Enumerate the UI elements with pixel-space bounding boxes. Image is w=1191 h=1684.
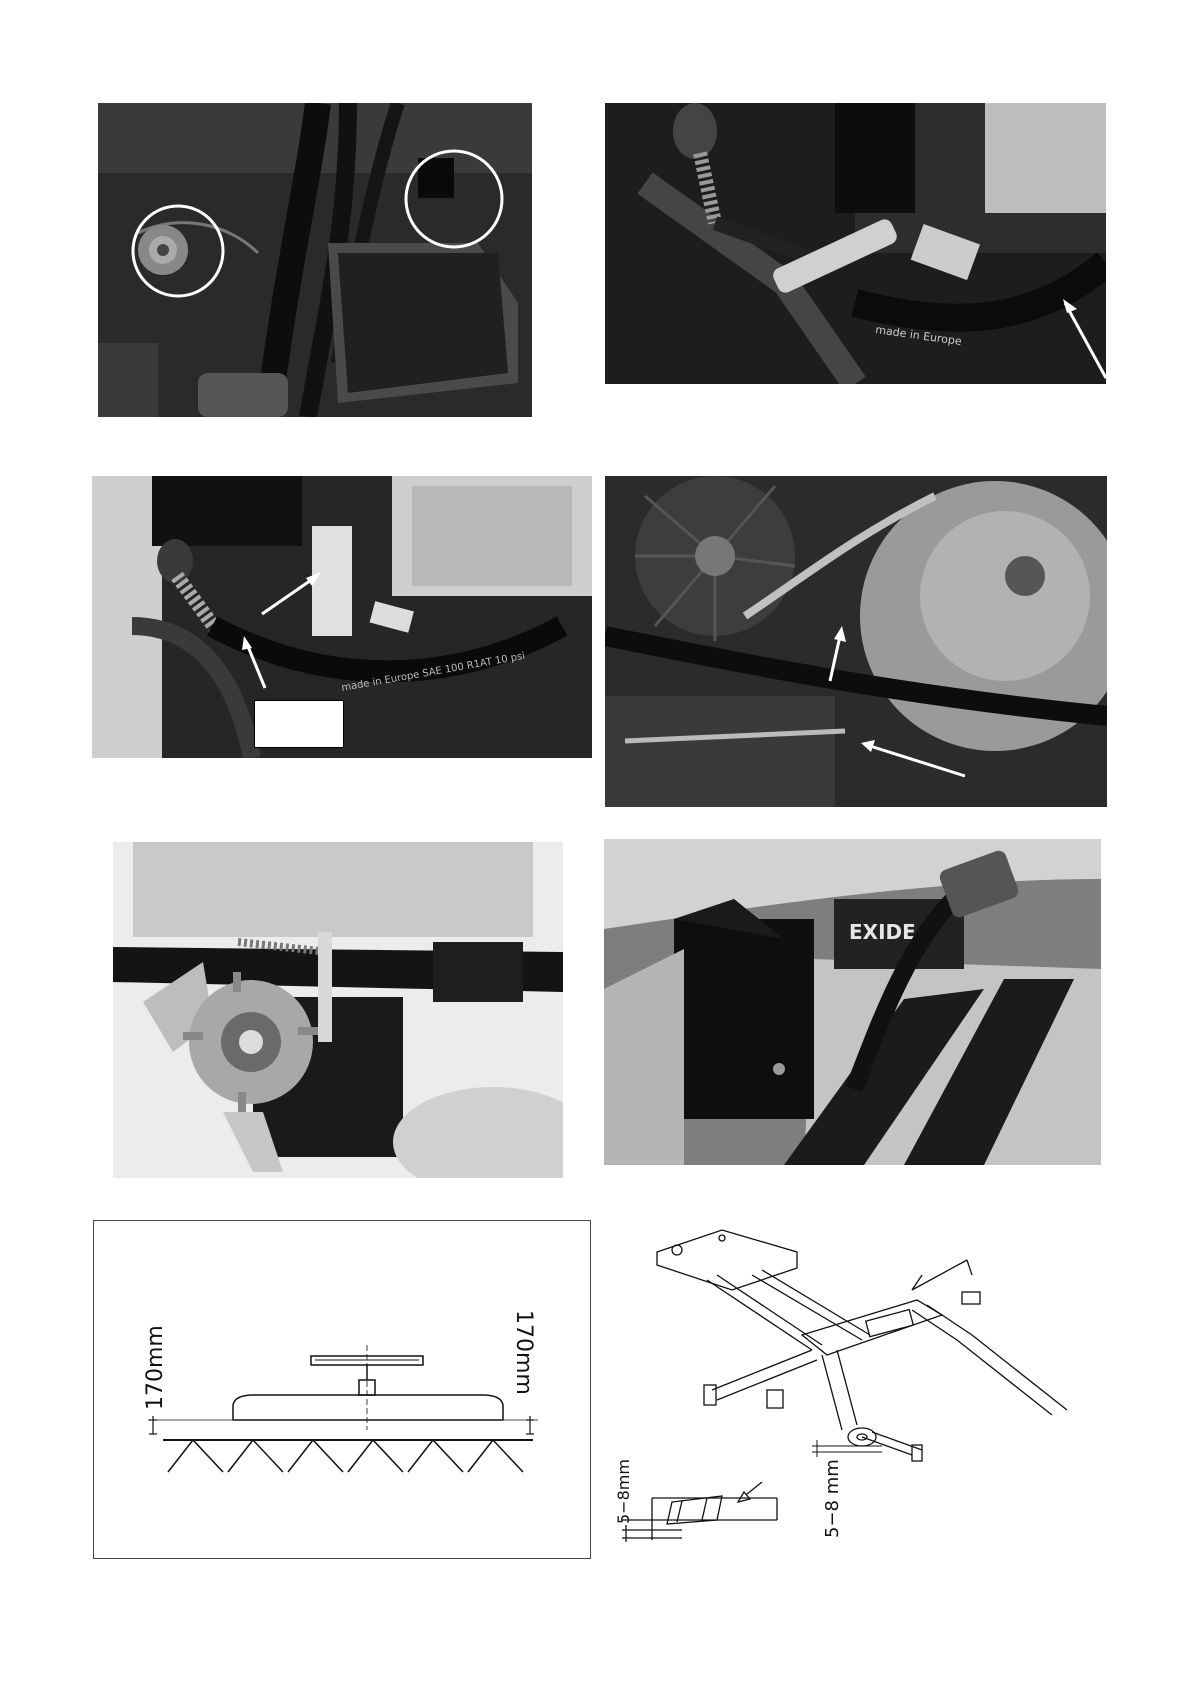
- battery-brand: EXIDE: [849, 920, 916, 944]
- frame-vertical-dim: 5−8 mm: [822, 1459, 843, 1538]
- photo-brake-lever: [605, 103, 1106, 384]
- photo-wiring-connectors: [98, 103, 532, 417]
- left-height-dim: 170mm: [143, 1325, 168, 1410]
- hose-imprint: made in Europe: [874, 323, 963, 349]
- diagram-frame-belt: [612, 1220, 1092, 1560]
- diagram-deck-height: [93, 1220, 591, 1559]
- photo-engine-pulley: [605, 476, 1107, 807]
- photo-wheel-hub: [113, 842, 563, 1178]
- right-height-dim: 170mm: [511, 1310, 536, 1395]
- callout-label-box: [254, 700, 344, 748]
- photo-brake-cable-routing: [92, 476, 592, 758]
- detail-dim: 5−8mm: [614, 1459, 633, 1524]
- photo-brake-pedal: [604, 839, 1101, 1165]
- hose-imprint: made in Europe SAE 100 R1AT 10 psi: [340, 650, 526, 694]
